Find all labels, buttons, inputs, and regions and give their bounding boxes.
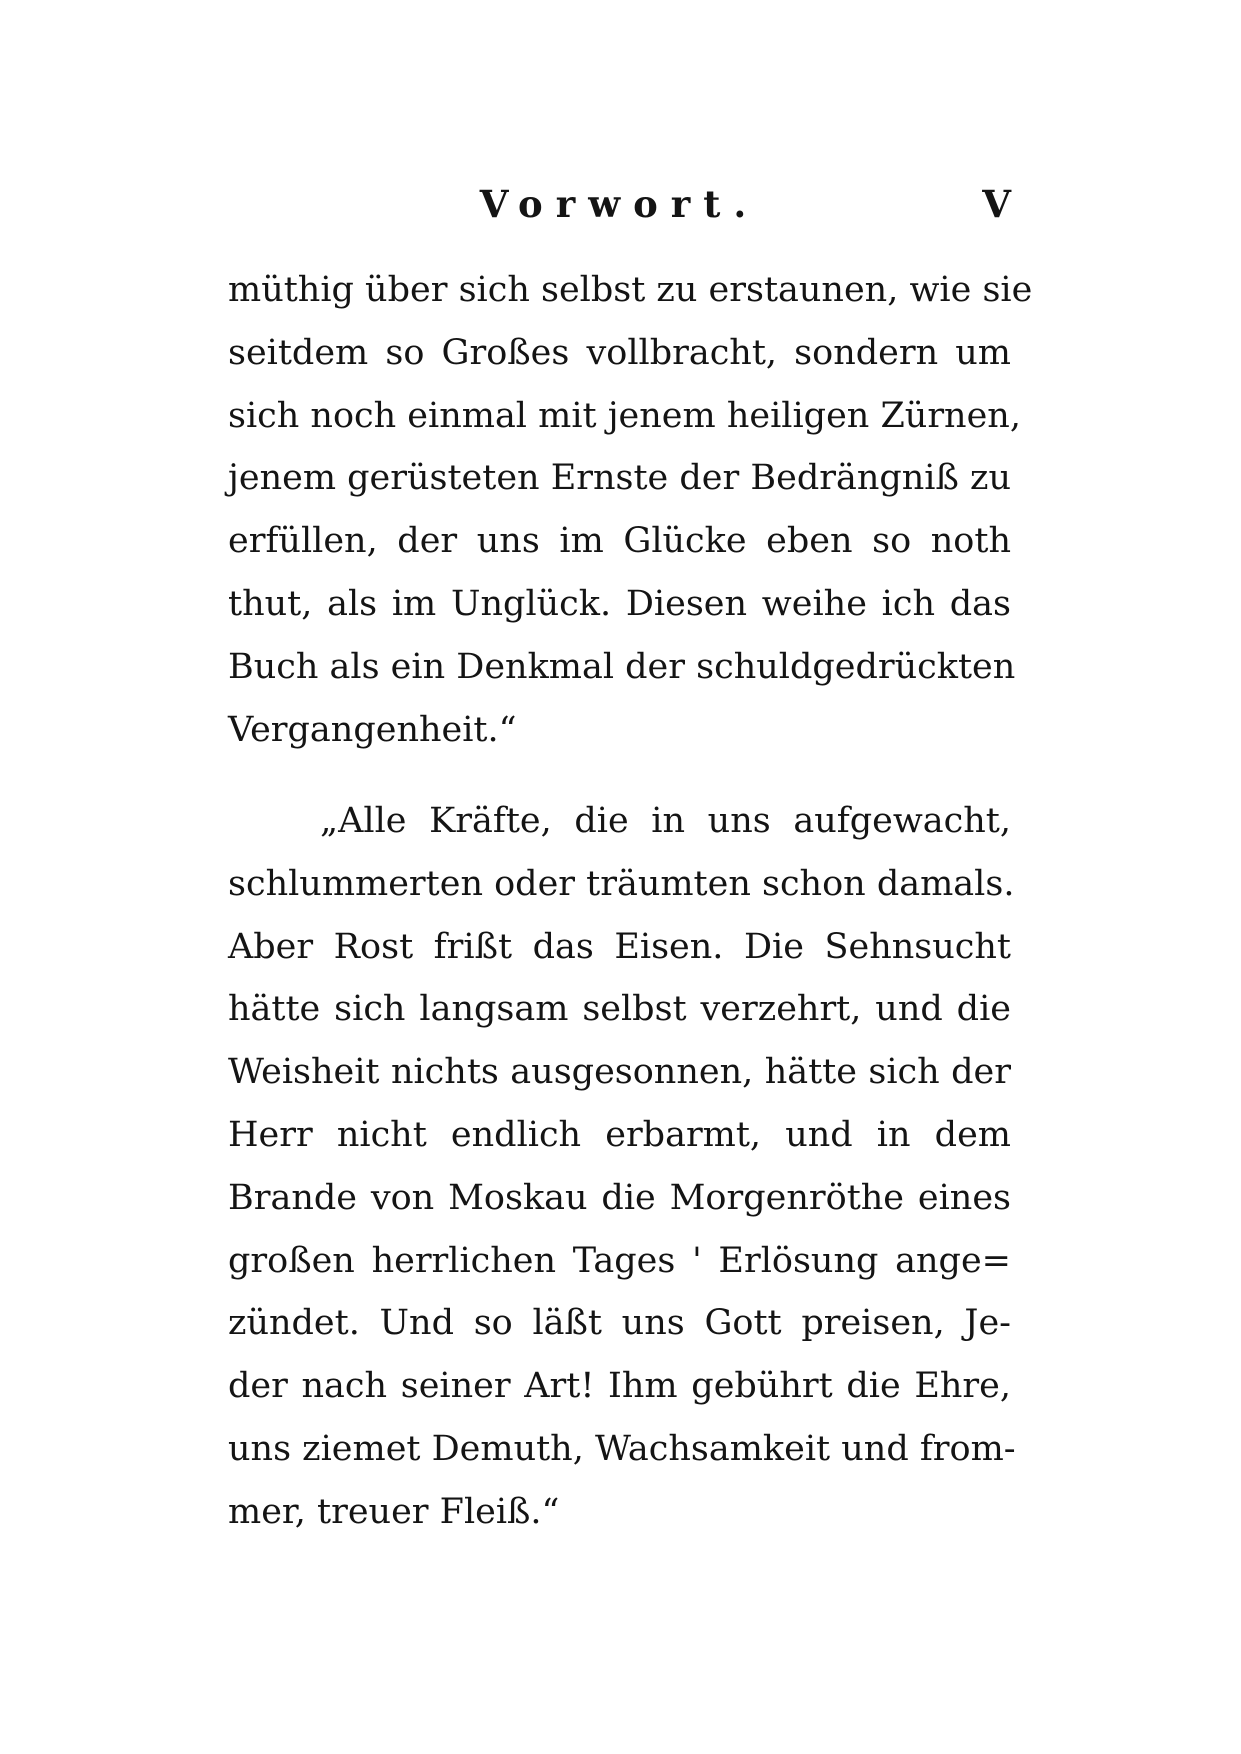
text-line: großen herrlichen Tages ' Erlösung ange=: [228, 1240, 1011, 1281]
text-line: Weisheit nichts ausgesonnen, hätte sich der: [228, 1052, 1011, 1093]
text-line: thut, als im Unglück. Diesen weihe ich das: [228, 583, 1011, 624]
paragraph-1: [228, 259, 1033, 761]
text-line: zündet. Und so läßt uns Gott preisen, Je-: [228, 1303, 1011, 1344]
text-line: Herr nicht endlich erbarmt, und in dem: [228, 1114, 1011, 1155]
text-line: hätte sich langsam selbst verzehrt, und die: [228, 989, 1011, 1030]
text-line: mer, treuer Fleiß.“: [228, 1491, 560, 1532]
text-line: jenem gerüsteten Ernste der Bedrängniß zu: [228, 458, 1011, 499]
text-line: schlummerten oder träumten schon damals.: [228, 863, 1015, 904]
text-line: müthig über sich selbst zu erstaunen, wie sie: [228, 270, 1033, 310]
paragraph-2: [228, 790, 1016, 1544]
text-line: uns ziemet Demuth, Wachsamkeit und from-: [228, 1428, 1016, 1469]
text-line: „Alle Kräfte, die in uns aufgewacht,: [320, 801, 1011, 841]
text-line: seitdem so Großes vollbracht, sondern um: [228, 332, 1011, 373]
text-line: Aber Rost frißt das Eisen. Die Sehnsucht: [228, 926, 1011, 967]
text-line: Brande von Moskau die Morgenröthe eines: [228, 1177, 1011, 1218]
running-head: Vorwort.: [479, 182, 760, 226]
page-number: V: [982, 182, 1011, 226]
text-line: Vergangenheit.“: [228, 709, 517, 750]
page-header: [228, 176, 1011, 232]
text-line: der nach seiner Art! Ihm gebührt die Ehre,: [228, 1366, 1011, 1407]
text-line: erfüllen, der uns im Glücke eben so noth: [228, 521, 1011, 562]
text-line: Buch als ein Denkmal der schuldgedrückten: [228, 646, 1016, 687]
text-line: sich noch einmal mit jenem heiligen Zürnen,: [228, 395, 1021, 436]
